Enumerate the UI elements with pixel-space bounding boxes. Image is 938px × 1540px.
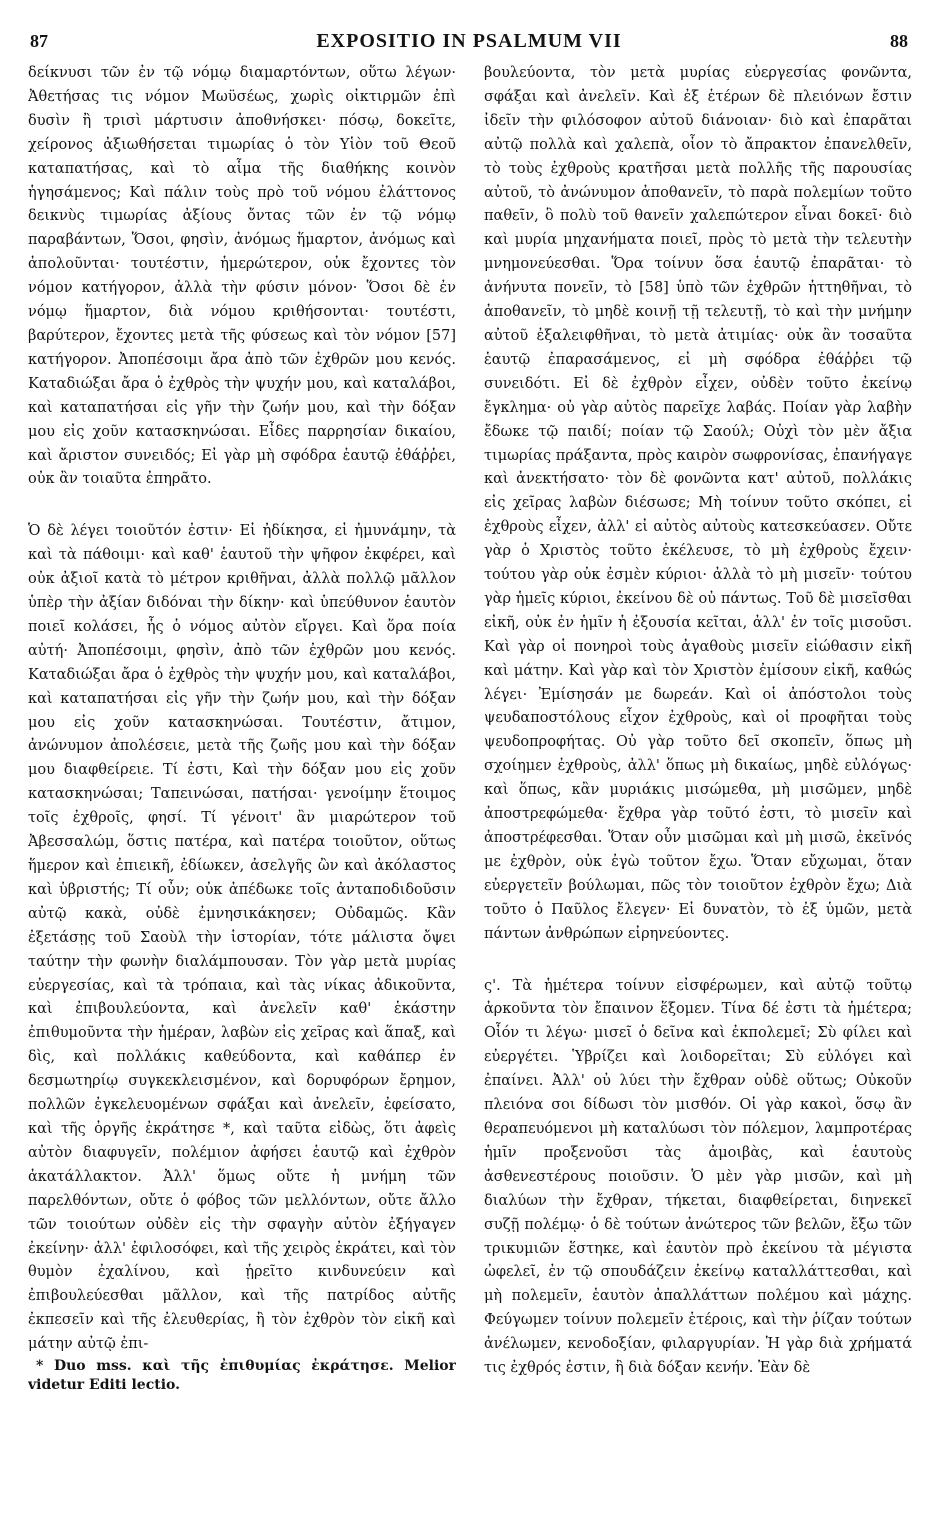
right-page-number: 88 (890, 31, 908, 51)
left-paragraph-2: Ὁ δὲ λέγει τοιοῦτόν ἐστιν· Εἰ ἠδίκησα, εἰ ἠμυνάμην, τὰ καὶ τὰ πάθοιμι· καὶ καθ' ἑαυτοῦ τὴν ψῆφον ἐκφέρει, καὶ οὐκ ἀξιοῖ κατὰ τὸ μέτρον κριθῆναι, ἀλλὰ πολλῷ μᾶλλον ὑπὲρ τὴν ἀξίαν διδόναι τὴν δίκην· καὶ ὑπεύθυνον ἑαυτὸν ποιεῖ κολάσει, ἧς ὁ νόμος αὐτὸν εἴργει. Καὶ ὅρα ποία αὐτή· Ἀποπέσοιμι, φησὶν, ἀπὸ τῶν ἐχθρῶν μου κενός. Καταδιώξαι ἄρα ὁ ἐχθρὸς τὴν ψυχήν μου, καὶ καταλάβοι, καὶ καταπατήσαι εἰς γῆν τὴν ζωήν μου, καὶ τὴν δόξαν μου εἰς χοῦν κατασκηνώσαι. Τουτέστιν, ἄτιμον, ἀνώνυμον ἀπολέσειε, μετὰ τῆς ζωῆς μου καὶ τὴν δόξαν μου διαφθείρειε. Τί ἐστι, Καὶ τὴν δόξαν μου εἰς χοῦν κατασκηνώσαι; Ταπεινώσαι, πατήσαι· γενοίμην ἕτοιμος τοῖς ἐχθροῖς, φησί. Τί γένοιτ' ἂν μιαρώτερον τοῦ Ἀβεσσαλώμ, ὅστις πατέρα, καὶ πατέρα τοιοῦτον, οὕτως ἥμερον καὶ ἐπιεικῆ, ἐδίωκεν, ἀσελγῆς ὢν καὶ ἀκόλαστος καὶ ὑβριστής; Τί οὖν; οὐκ ἀπέδωκε τοῖς ἀνταποδιδοῦσιν αὐτῷ κακὰ, οὐδὲ ἐμνησικάκησεν; Οὐδαμῶς. Κἂν ἐξετάσῃς τοῦ Σαοὺλ τὴν ἱστορίαν, τότε μάλιστα ὄψει ταύτην τὴν φωνὴν διαλάμπουσαν. Τὸν γὰρ μετὰ μυρίας εὐεργεσίας, καὶ τὰ τρόπαια, καὶ τὰς νίκας ἀδικοῦντα, καὶ ἐπιβουλεύοντα, καὶ ἀνελεῖν καθ' ἑκάστην ἐπιθυμοῦντα τὴν ἡμέραν, λαβὼν εἰς χεῖρας καὶ ἅπαξ, καὶ δὶς, καὶ πολλάκις καθεύδοντα, καὶ καθάπερ ἐν δεσμωτηρίῳ συγκεκλεισμένον, καὶ δορυφόρων ἔρημον, πολλῶν ἐγκελευομένων σφάξαι καὶ ἀνελεῖν, ἐφείσατο, καὶ τῆς ὀργῆς ἐκράτησε *, καὶ ταῦτα εἰδὼς, ὅτι ἀφεὶς αὐτὸν διαφυγεῖν, πολέμιον ἀφήσει ἑαυτῷ καὶ ἐχθρὸν ἀκατάλλακτον. Ἀλλ' ὅμως οὔτε ἡ μνήμη τῶν παρελθόντων, οὔτε ὁ φόβος τῶν μελλόντων, οὔτε ἄλλο τῶν τοιούτων οὐδὲν εἰς τὴν σφαγὴν αὐτὸν ἐξήγαγεν ἐκείνην· ἀλλ' ἐφιλοσόφει, καὶ τῆς χειρὸς ἐκράτει, καὶ τὸν θυμὸν ἐχαλίνου, καὶ ᾑρεῖτο κινδυνεύειν καὶ ἐπιβουλεύεσθαι μᾶλλον, καὶ τῆς πατρίδος αὐτῆς ἐκπεσεῖν καὶ τῆς ἐλευθερίας, ἢ τὸν ἐχθρὸν τὸν εἰκῆ καὶ μάτην αὐτῷ ἐπι- (28, 523, 456, 1353)
paragraph-gap (28, 492, 456, 520)
right-column (484, 62, 912, 1532)
running-header (30, 30, 908, 56)
running-title: EXPOSITIO IN PSALMUM VII (316, 30, 622, 52)
left-page-number: 87 (30, 31, 48, 51)
right-paragraph-2: ς'. Τὰ ἡμέτερα τοίνυν εἰσφέρωμεν, καὶ αὐτῷ τοῦτῳ ἀρκοῦντα τὸν ἔπαινον ἕξομεν. Τίνα δέ ἐστι τὰ ἡμέτερα; Οἷόν τι λέγω· μισεῖ ὁ δεῖνα καὶ ἐκπολεμεῖ; Σὺ φίλει καὶ εὐεργέτει. Ὑβρίζει καὶ λοιδορεῖται; Σὺ εὐλόγει καὶ ἐπαίνει. Ἀλλ' οὐ λύει τὴν ἔχθραν οὐδὲ οὕτως; Οὐκοῦν πλειόνα σοι δίδωσι τὸν μισθόν. Οἱ γὰρ κακοὶ, ὅσῳ ἂν θεραπευόμενοι μὴ καταλύωσι τὸν πόλεμον, λαμπροτέρας ἡμῖν προξενοῦσι τὰς ἀμοιβὰς, καὶ ἑαυτοὺς ἀσθενεστέρους ποιοῦσιν. Ὁ μὲν γὰρ μισῶν, καὶ μὴ διαλύων τὴν ἔχθραν, τήκεται, διαφθείρεται, διηνεκεῖ συζῇ πολέμῳ· ὁ δὲ τούτων ἀνώτερος τῶν βελῶν, ἔξω τῶν τρικυμιῶν ἕστηκε, καὶ ἑαυτὸν πρὸ ἐκείνου τὰ μέγιστα ὠφελεῖ, ἐν τῷ σπουδάζειν ἐκείνῳ καταλλάττεσθαι, καὶ μὴ πολεμεῖν, ἑαυτὸν ἀπαλλάττων πολέμου καὶ μάχης. Φεύγωμεν τοίνυν πολεμεῖν ἑτέροις, καὶ τὴν ῥίζαν τούτων ἀνέλωμεν, κενοδοξίαν, φιλαργυρίαν. Ἡ γὰρ διὰ χρήματά τις ἐχθρός ἐστιν, ἢ διὰ δόξαν κενήν. Ἐὰν δὲ (484, 977, 912, 1377)
paragraph-gap (484, 947, 912, 975)
left-paragraph-1: δείκνυσι τῶν ἐν τῷ νόμῳ διαμαρτόντων, οὕτω λέγων· Ἀθετήσας τις νόμον Μωϋσέως, χωρὶς οἰκτιρμῶν ἐπὶ δυσὶν ἢ τρισὶ μάρτυσιν ἀποθνήσκει· πόσῳ, δοκεῖτε, χείρονος ἀξιωθήσεται τιμωρίας ὁ τὸν Υἱὸν τοῦ Θεοῦ καταπατήσας, καὶ τὸ αἷμα τῆς διαθήκης κοινὸν ἡγησάμενος; Καὶ πάλιν τοὺς πρὸ τοῦ νόμου ἐλάττονος δεικνὺς τιμωρίας ἀξίους ὄντας τῶν ἐν τῷ νόμῳ παραβάντων, Ὅσοι, φησὶν, ἀνόμως ἥμαρτον, ἀνόμως καὶ ἀπολοῦνται· τουτέστιν, ἡμερώτερον, οὐκ ἔχοντες τὸν νόμον κατήγορον, ἀλλὰ τὴν φύσιν μόνον· Ὅσοι δὲ ἐν νόμῳ ἥμαρτον, διὰ νόμου κριθήσονται· τουτέστι, βαρύτερον, ἔχοντες μετὰ τῆς φύσεως καὶ τὸν νόμον [57] κατήγορον. Ἀποπέσοιμι ἄρα ἀπὸ τῶν ἐχθρῶν μου κενός. Καταδιώξαι ἄρα ὁ ἐχθρὸς τὴν ψυχήν μου, καὶ καταλάβοι, καὶ καταπατήσαι εἰς γῆν τὴν ζωήν μου, καὶ τὴν δόξαν μου εἰς χοῦν κατασκηνώσαι. Εἶδες παρρησίαν δικαίου, καὶ ἄριστον συνειδός; Εἰ γὰρ μὴ σφόδρα ἑαυτῷ ἐθάῤῥει, οὐκ ἂν τοιαῦτα ἐπηρᾶτο. (28, 65, 456, 488)
footnote: * Duo mss. καὶ τῆς ἐπιθυμίας ἐκράτησε. Melior videtur Editi lectio. (28, 1358, 456, 1394)
left-column (28, 62, 456, 1532)
right-paragraph-1: βουλεύοντα, τὸν μετὰ μυρίας εὐεργεσίας φονῶντα, σφάξαι καὶ ἀνελεῖν. Καὶ ἐξ ἑτέρων δὲ πλειόνων ἔστιν ἰδεῖν τὴν φιλόσοφον αὐτοῦ διάνοιαν· διὸ καὶ ἐπαρᾶται αὐτῷ πολλὰ καὶ χαλεπὰ, οἷον τὸ ἄπρακτον ἐπανελθεῖν, τὸ τοὺς ἐχθροὺς κρατῆσαι μετὰ πολλῆς τῆς παρουσίας αὐτοῦ, τὸ ἀνώνυμον ἀποθανεῖν, τὸ παρὰ πολεμίων τοῦτο παθεῖν, ὃ πολὺ τοῦ θανεῖν χαλεπώτερον εἶναι δοκεῖ· διὸ καὶ μυρία μηχανήματα ποιεῖ, πρὸς τὸ μετὰ τὴν τελευτὴν μνημονεύεσθαι. Ὅρα τοίνυν ὅσα ἑαυτῷ ἐπαρᾶται· τὸ ἀνήνυτα πονεῖν, τὸ [58] ὑπὸ τῶν ἐχθρῶν ἡττηθῆναι, τὸ ἀποθανεῖν, τὸ μηδὲ κοινῇ τῇ τελευτῇ, τὸ καὶ τὴν μνήμην αὐτοῦ ἐξαλειφθῆναι, τὸ μετὰ ἀτιμίας· οὐκ ἂν τοσαῦτα ἑαυτῷ ἐπαρασάμενος, εἰ μὴ σφόδρα ἐθάῤῥει τῷ συνειδότι. Εἰ δὲ ἐχθρὸν εἶχεν, οὐδὲν τοῦτο ἐκείνῳ ἔγκλημα· οὐ γὰρ αὐτὸς παρεῖχε λαβάς. Ποίαν γὰρ λαβὴν ἔδωκε τῷ παιδί; ποίαν τῷ Σαούλ; Οὐχὶ τὸν μὲν ἄξια τιμωρίας πράξαντα, πρὸς καιρὸν σωφρονίσας, ἐπανήγαγε καὶ ἀνεκτήσατο· τὸν δὲ φονῶντα κατ' αὐτοῦ, πολλάκις εἰς χεῖρας λαβὼν διέσωσε; Μὴ τοίνυν τοῦτο σκόπει, εἰ ἐχθροὺς εἶχεν, ἀλλ' εἰ αὐτὸς αὐτοὺς κατεσκεύασεν. Οὔτε γὰρ ὁ Χριστὸς τοῦτο ἐκέλευσε, τὸ μὴ ἐχθροὺς ἔχειν· τούτου γὰρ οὐκ ἐσμὲν κύριοι· ἀλλὰ τὸ μὴ μισεῖν· τούτου γὰρ ἡμεῖς κύριοι, ἐκείνου δὲ οὐ πάντως. Τοῦ δὲ μισεῖσθαι εἰκῆ, οὐκ ἐν ἡμῖν ἡ ἐξουσία κεῖται, ἀλλ' ἐν τοῖς μισοῦσι. Καὶ γὰρ οἱ πονηροὶ τοὺς ἀγαθοὺς μισεῖν εἰώθασιν εἰκῆ καὶ μάτην. Καὶ γὰρ καὶ τὸν Χριστὸν ἐμίσουν εἰκῆ, καθώς λέγει· Ἐμίσησάν με δωρεάν. Καὶ οἱ ἀπόστολοι τοὺς ψευδαποστόλους εἶχον ἐχθροὺς, καὶ οἱ προφῆται τοὺς ψευδοπροφήτας. Οὐ γὰρ τοῦτο δεῖ σκοπεῖν, ὅπως μὴ σχοίημεν ἐχθροὺς, ἀλλ' ὅπως μὴ δικαίως, μηδὲ εὐλόγως· καὶ ὅπως, κἂν μυριάκις μισώμεθα, μὴ μισῶμεν, μηδὲ ἀποστρεφώμεθα· ἔχθρα γὰρ τοῦτό ἐστι, τὸ μισεῖν καὶ ἀποστρέφεσθαι. Ὅταν οὖν μισῶμαι καὶ μὴ μισῶ, ἐκεῖνός με ἐχθρὸν, οὐκ ἐγὼ τοῦτον ἔχω. Ὅταν εὔχωμαι, ὅταν εὐεργετεῖν βούλωμαι, πῶς τὸν τοιοῦτον ἐχθρὸν ἔχω; Διὰ τοῦτο ὁ Παῦλος ἔλεγεν· Εἰ δυνατὸν, τὸ ἐξ ὑμῶν, μετὰ πάντων ἀνθρώπων εἰρηνεύοντες. (484, 65, 912, 942)
